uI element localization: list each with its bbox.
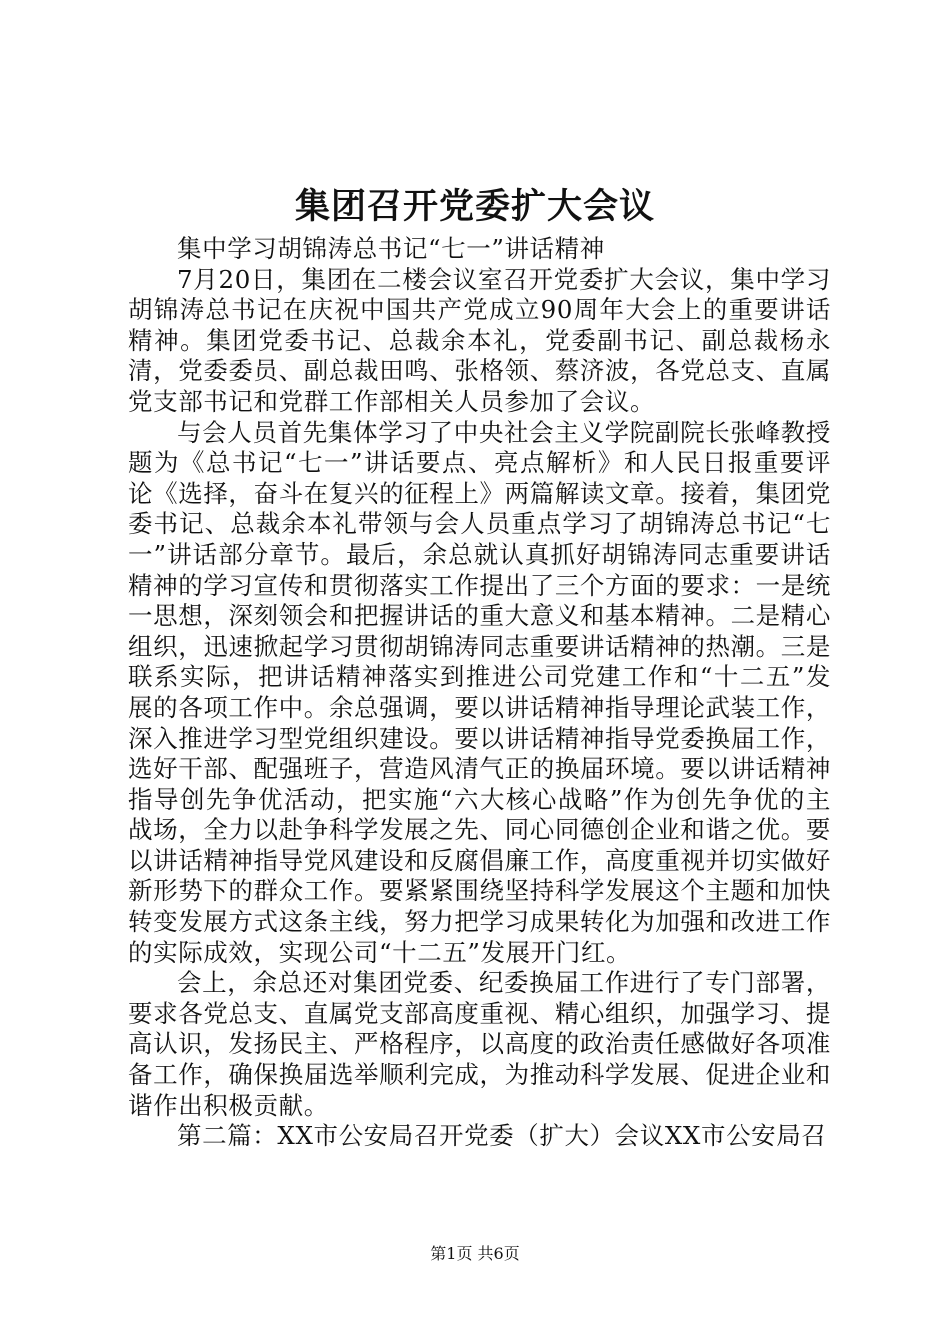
paragraph-meeting-summary: 7月20日，集团在二楼会议室召开党委扩大会议，集中学习胡锦涛总书记在庆祝中国共产党成立90周年大会上的重要讲话精神。集团党委书记、总裁余本礼，党委副书记、副总裁杨永清，党委委员、副总裁田鸣、张格领、蔡济波，各党总支、直属党支部书记和党群工作部相关人员参加了会议。 [128,264,831,416]
paragraph-subtitle: 集中学习胡锦涛总书记“七一”讲话精神 [177,234,605,263]
paragraph-study-content: 与会人员首先集体学习了中央社会主义学院副院长张峰教授题为《总书记“七一”讲话要点、亮点解析》和人民日报重要评论《选择，奋斗在复兴的征程上》两篇解读文章。接着，集团党委书记、总裁余本礼带领与会人员重点学习了胡锦涛总书记“七一”讲话部分章节。最后，余总就认真抓好胡锦涛同志重要讲话精神的学习宣传和贯彻落实工作提出了三个方面的要求：一是统一思想，深刻领会和把握讲话的重大意义和基本精神。二是精心组织，迅速掀起学习贯彻胡锦涛同志重要讲话精神的热潮。三是联系实际，把讲话精神落实到推进公司党建工作和“十二五”发展的各项工作中。余总强调，要以讲话精神指导理论武装工作，深入推进学习型党组织建设。要以讲话精神指导党委换届工作，选好干部、配强班子，营造风清气正的换届环境。要以讲话精神指导创先争优活动，把实施“六大核心战略”作为创先争优的主战场，全力以赴争科学发展之先、同心同德创企业和谐之优。要以讲话精神指导党风建设和反腐倡廉工作，高度重视并切实做好新形势下的群众工作。要紧紧围绕坚持科学发展这个主题和加快转变发展方式这条主线，努力把学习成果转化为加强和改进工作的实际成效，实现公司“十二五”发展开门红。 [128,417,831,967]
page-footer: 第1页 共6页 [430,1244,520,1263]
paragraph-second-article: 第二篇：XX市公安局召开党委（扩大）会议XX市公安局召 [177,1121,827,1151]
paragraph-election-arrangement: 会上，余总还对集团党委、纪委换届工作进行了专门部署，要求各党总支、直属党支部高度重视、精心组织，加强学习、提高认识，发扬民主、严格程序，以高度的政治责任感做好各项准备工作，确保换届选举顺利完成，为推动科学发展、促进企业和谐作出积极贡献。 [128,968,831,1120]
document-title: 集团召开党委扩大会议 [294,187,655,227]
document-body [128,234,831,1152]
